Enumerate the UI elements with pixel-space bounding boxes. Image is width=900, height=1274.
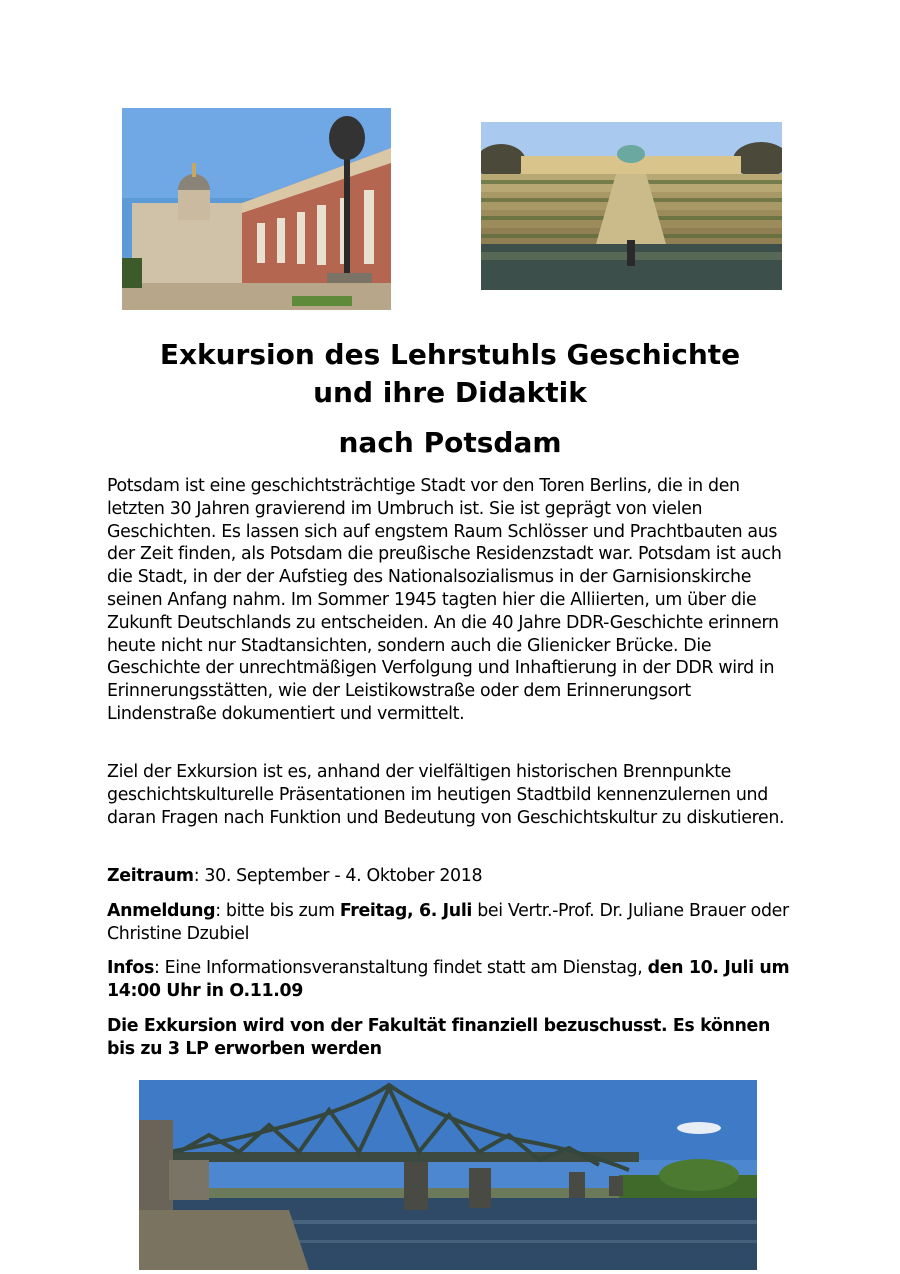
intro-paragraph: Potsdam ist eine geschichtsträchtige Stadt vor den Toren Berlins, die in den letzten 30 Jahren gravierend im Umbruch ist. Sie ist geprägt von vielen Geschichten. Es lassen sich auf engstem Raum Schlösser und Prachtbauten aus der Zeit finden, als Potsdam die preußische Residenzstadt war. Potsdam ist auch die Stadt, in der der Aufstieg des Nationalsozialismus in der Garnisionskirche seinen Anfang nahm. Im Sommer 1945 tagten hier die Alliierten, um über die Zukunft Deutschlands zu entscheiden. An die 40 Jahre DDR-Geschichte erinnern heute nicht nur Stadtansichten, sondern auch die Glienicker Brücke. Die Geschichte der unrechtmäßigen Verfolgung und Inhaftierung in der DDR wird in Erinnerungsstätten, wie der Leistikowstraße oder dem Erinnerungsort Lindenstraße dokumentiert und vermittelt.: [107, 476, 782, 724]
anmeldung-text-1: : bitte bis zum: [215, 901, 340, 921]
zeitraum-label: Zeitraum: [107, 866, 194, 886]
infos-label: Infos: [107, 958, 154, 978]
anmeldung-line: [107, 900, 797, 946]
funding-note: Die Exkursion wird von der Fakultät finanziell bezuschusst. Es können bis zu 3 LP erworben werden: [107, 1016, 771, 1059]
title-line-1: Exkursion des Lehrstuhls Geschichte: [159, 338, 741, 371]
anmeldung-label: Anmeldung: [107, 901, 216, 921]
neues-palais-photo: [122, 108, 391, 310]
title-line-2: und ihre Didaktik: [313, 376, 587, 409]
goal-paragraph: Ziel der Exkursion ist es, anhand der vielfältigen historischen Brennpunkte geschichtskulturelle Präsentationen im heutigen Stadtbild kennenzulernen und daran Fragen nach Funktion und Bedeutung von Geschichtskultur zu diskutieren.: [107, 762, 785, 828]
anmeldung-date: Freitag, 6. Juli: [339, 901, 473, 921]
zeitraum-line: [107, 865, 797, 888]
sanssouci-photo: [481, 122, 782, 290]
glienicker-bruecke-photo: [139, 1080, 757, 1270]
anmeldung-text-2: bei Vertr.-Prof. Dr. Juliane Brauer oder Christine Dzubiel: [107, 901, 789, 944]
infos-line: [107, 957, 797, 1003]
zeitraum-value: : 30. September - 4. Oktober 2018: [193, 866, 483, 886]
infos-when: den 10. Juli um 14:00 Uhr in O.11.09: [107, 958, 790, 1001]
infos-text: : Eine Informationsveranstaltung findet statt am Dienstag,: [153, 958, 648, 978]
title-line-3: nach Potsdam: [338, 426, 562, 459]
